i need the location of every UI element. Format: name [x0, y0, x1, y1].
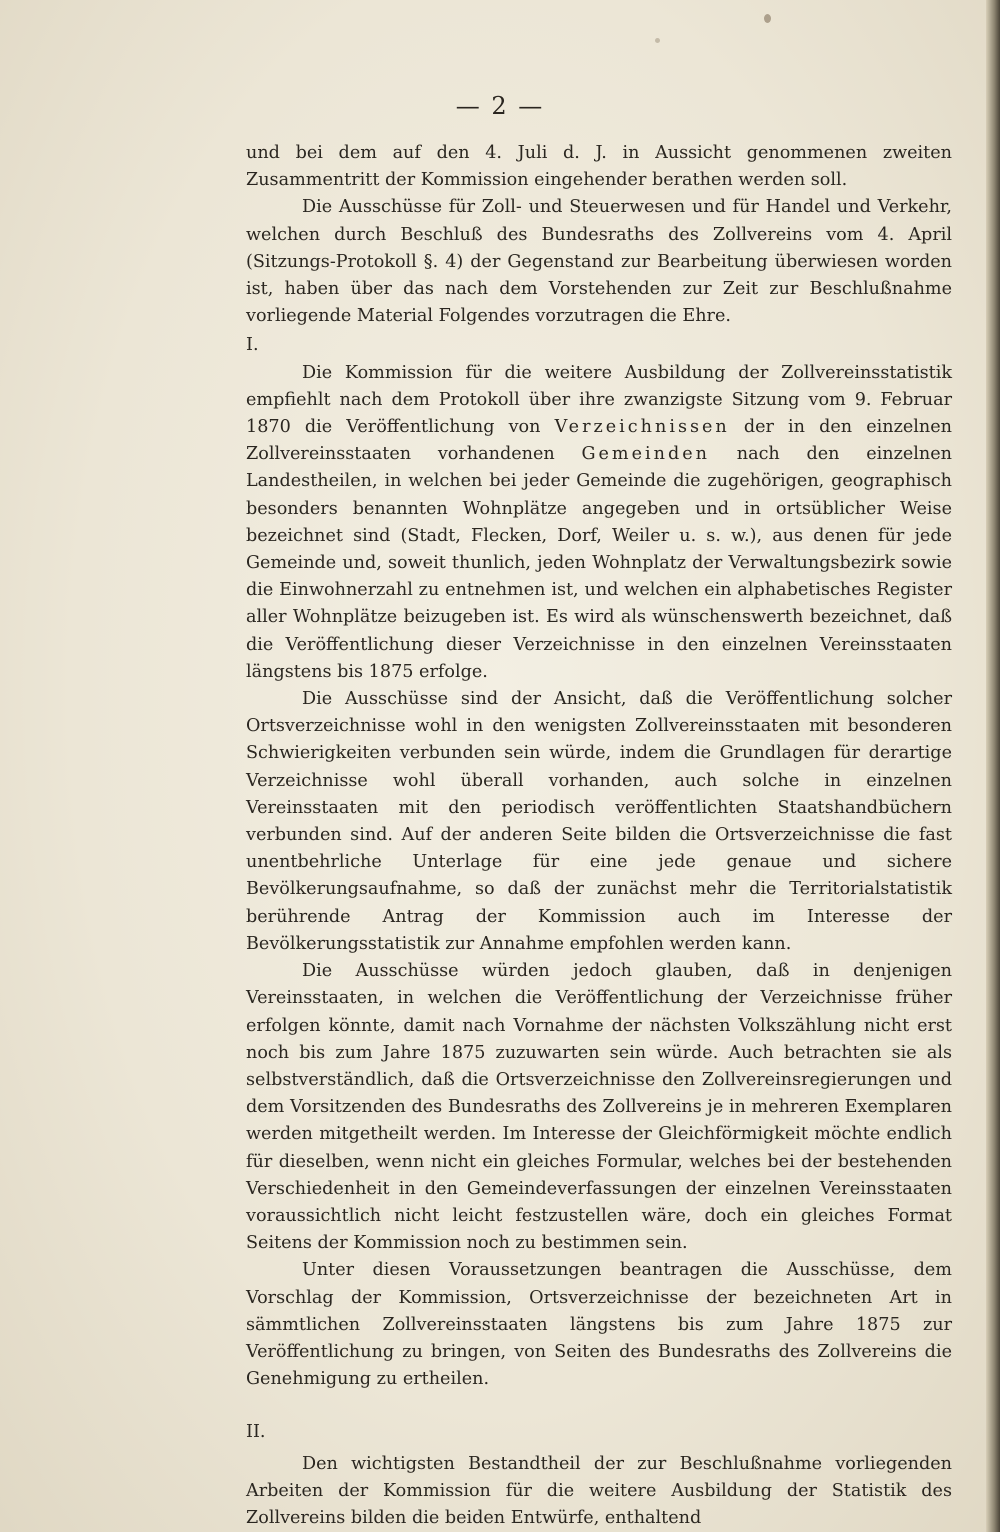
paragraph — [246, 360, 952, 686]
paragraph: Die Ausschüsse für Zoll- und Steuerwesen und für Handel und Verkehr, welchen durch Beschluß des Bundesraths des Zollvereins vom 4. April (Sitzungs-Protokoll §. 4) der Gegenstand zur Bearbeitung überwiesen worden ist, haben über das nach dem Vorstehenden zur Zeit zur Beschlußnahme vorliegende Material Folgendes vorzutragen die Ehre. — [246, 197, 952, 327]
page-edge-shadow — [986, 0, 1000, 1532]
ink-spot — [655, 38, 660, 43]
paragraph: Den wichtigsten Bestandtheil der zur Beschlußnahme vorliegenden Arbeiten der Kommission für die weitere Ausbildung der Statistik des Zollvereins bilden die beiden Entwürfe, enthaltend — [246, 1453, 952, 1528]
paragraph: und bei dem auf den 4. Juli d. J. in Aussicht genommenen zweiten Zusammentritt der Kommission eingehender berathen werden soll. — [246, 143, 952, 191]
paragraph: Unter diesen Voraussetzungen beantragen die Ausschüsse, dem Vorschlag der Kommission, Ortsverzeichnisse der bezeichneten Art in sämmtlichen Zollvereinsstaaten längstens bis zum Jahre 1875 zur Veröffentlichung zu bringen, von Seiten des Bundesraths des Zollvereins die Genehmigung zu ertheilen. — [246, 1260, 952, 1390]
paragraph-text: der in den einzelnen Zollvereinsstaaten vorhandenen — [246, 417, 952, 465]
ink-spot — [764, 14, 771, 23]
paragraph: Die Ausschüsse würden jedoch glauben, daß in denjenigen Vereinsstaaten, in welchen die Veröffentlichung der Verzeichnisse früher erfolgen könnte, damit nach Vornahme der nächsten Volkszählung nicht erst noch bis zum Jahre 1875 zuzuwarten sein würde. Auch betrachten sie als selbstverständlich, daß die Ortsverzeichnisse den Zollvereinsregierungen und dem Vorsitzenden des Bundesraths des Zollvereins je in mehreren Exemplaren werden mitgetheilt werden. Im Interesse der Gleichförmigkeit möchte endlich für dieselben, wenn nicht ein gleiches Formular, welches bei der bestehenden Verschiedenheit in den Gemeindeverfassungen der einzelnen Vereinsstaaten voraussichtlich nicht leicht festzustellen wäre, doch ein gleiches Format Seitens der Kommission noch zu bestimmen sein. — [246, 961, 952, 1254]
emphasized-term: Gemeinden — [581, 444, 710, 465]
body-text — [246, 140, 952, 1532]
page-number: — 2 — — [455, 92, 545, 120]
section-heading: II. — [246, 1422, 266, 1443]
emphasized-term: Verzeichnissen — [554, 417, 730, 438]
paragraph-text: Die Kommission für die weitere Ausbildung der Zollvereinsstatistik empfiehlt nach dem Protokoll über ihre zwanzigste Sitzung vom 9. Februar 1870 die Veröffentlichung von — [246, 362, 952, 438]
paragraph-text: nach den einzelnen Landestheilen, in welchen bei jeder Gemeinde die zugehörigen, geographisch besonders benannten Wohnplätze angegeben und in ortsüblicher Weise bezeichnet sind (Stadt, Flecken, Dorf, Weiler u. s. w.), aus denen für jede Gemeinde und, soweit thunlich, jeden Wohnplatz der Verwaltungsbezirk sowie die Einwohnerzahl zu entnehmen ist, und welchen ein alphabetisches Register aller Wohnplätze beizugeben ist. Es wird als wünschenswerth bezeichnet, daß die Veröffentlichung dieser Verzeichnisse in den einzelnen Vereinsstaaten längstens bis 1875 erfolge. — [246, 444, 952, 682]
paragraph: Die Ausschüsse sind der Ansicht, daß die Veröffentlichung solcher Ortsverzeichnisse wohl in den wenigsten Zollvereinsstaaten mit besonderen Schwierigkeiten verbunden sein würde, indem die Grundlagen für derartige Verzeichnisse wohl überall vorhanden, auch solche in einzelnen Vereinsstaaten mit den periodisch veröffentlichten Staatshandbüchern verbunden sind. Auf der anderen Seite bilden die Ortsverzeichnisse die fast unentbehrliche Unterlage für eine jede genaue und sichere Bevölkerungsaufnahme, so daß der zunächst mehr die Territorialstatistik berührende Antrag der Kommission auch im Interesse der Bevölkerungsstatistik zur Annahme empfohlen werden kann. — [246, 689, 952, 954]
section-heading: I. — [246, 335, 259, 356]
